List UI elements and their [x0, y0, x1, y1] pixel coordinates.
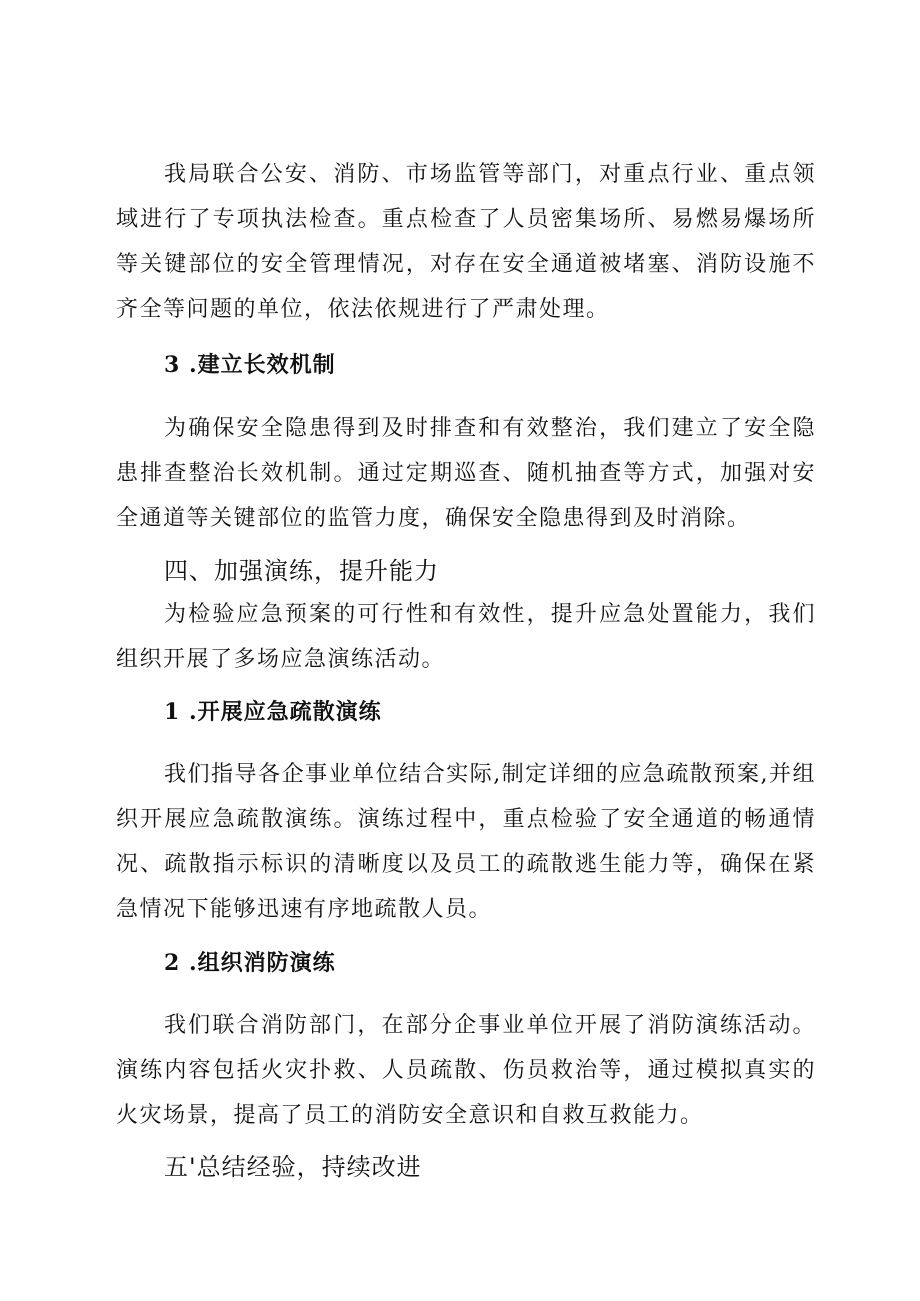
paragraph-fire-drill: 我们联合消防部门，在部分企事业单位开展了消防演练活动。演练内容包括火灾扑救、人员疏散、伤员救治等，通过模拟真实的火灾场景，提高了员工的消防安全意识和自救互救能力。 — [116, 1013, 816, 1128]
paragraph-law-enforcement-inspection: 我局联合公安、消防、市场监管等部门，对重点行业、重点领域进行了专项执法检查。重点检查了人员密集场所、易燃易爆场所等关键部位的安全管理情况，对存在安全通道被堵塞、消防设施不齐全等问题的单位，依法依规进行了严肃处理。 — [116, 162, 816, 322]
paragraph-evacuation-drill: 我们指导各企事业单位结合实际,制定详细的应急疏散预案,并组织开展应急疏散演练。演练过程中，重点检验了安全通道的畅通情况、疏散指示标识的清晰度以及员工的疏散逃生能力等，确保在紧急情况下能够迅速有序地疏散人员。 — [116, 762, 816, 922]
paragraph-long-term-mechanism: 为确保安全隐患得到及时排查和有效整治，我们建立了安全隐患排查整治长效机制。通过定期巡查、随机抽查等方式，加强对安全通道等关键部位的监管力度，确保安全隐患得到及时消除。 — [116, 416, 816, 531]
subheading-long-term-mechanism: 3 .建立长效机制 — [164, 352, 336, 378]
subheading-fire-drill: 2 .组织消防演练 — [164, 950, 336, 976]
section-heading-five: 五'总结经验，持续改进 — [164, 1153, 422, 1181]
subheading-evacuation-drill: 1 .开展应急疏散演练 — [164, 699, 382, 725]
paragraph-section-four-intro: 为检验应急预案的可行性和有效性，提升应急处置能力，我们组织开展了多场应急演练活动。 — [116, 602, 816, 672]
section-heading-four: 四、加强演练，提升能力 — [164, 557, 439, 585]
